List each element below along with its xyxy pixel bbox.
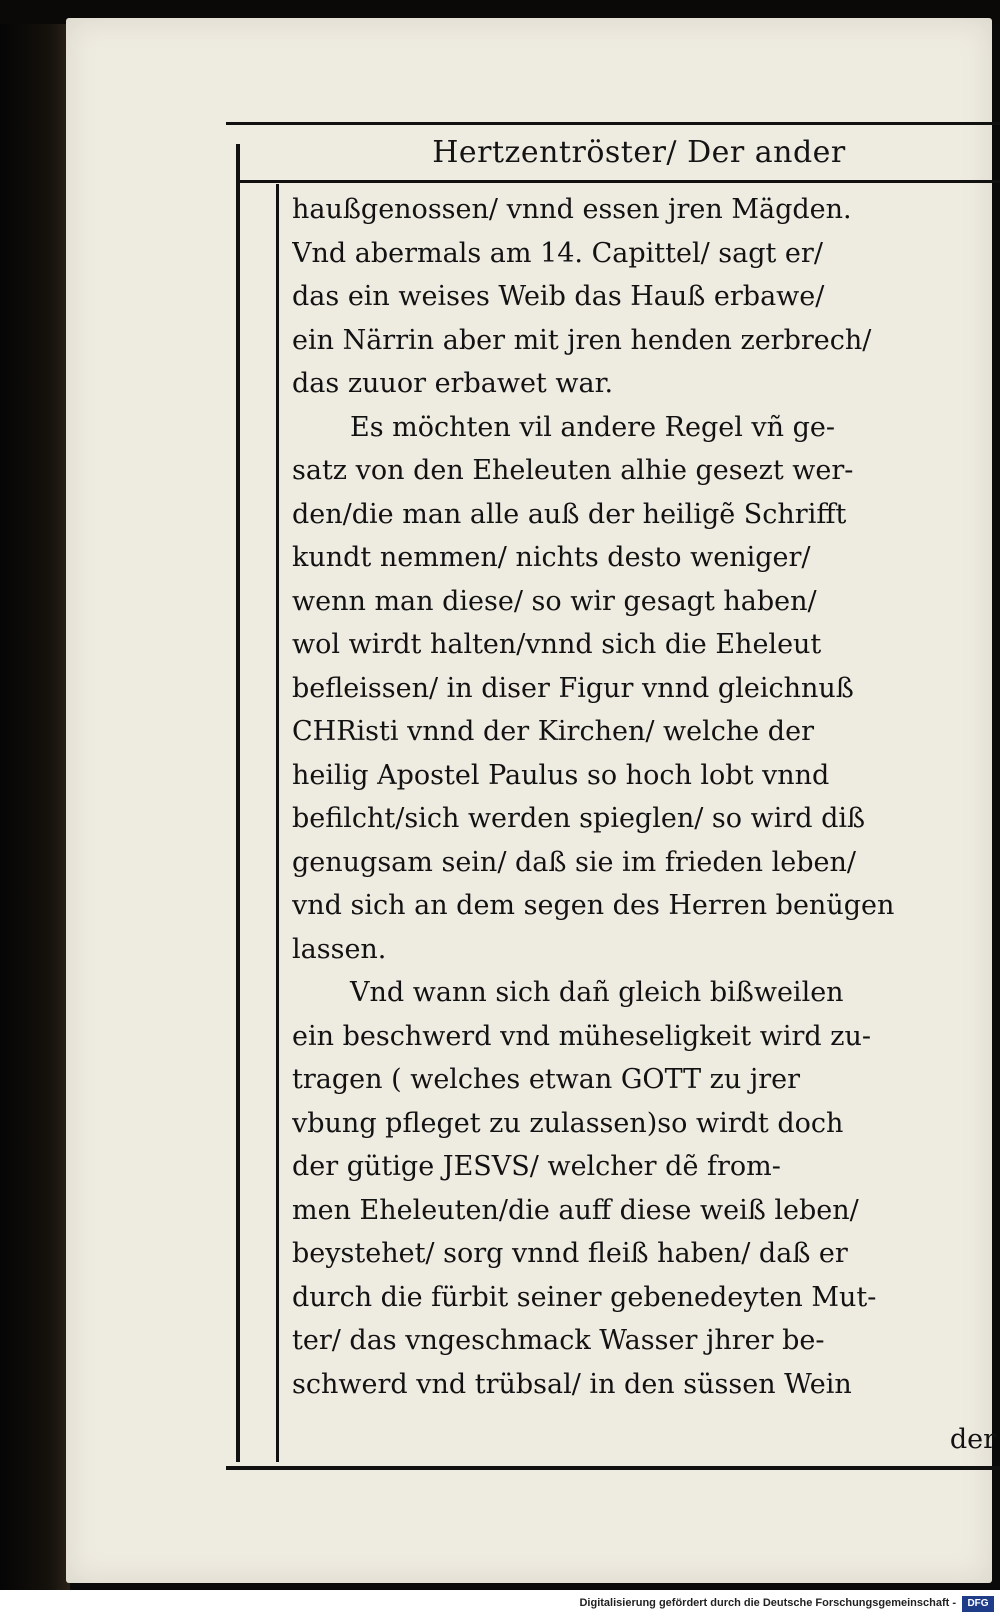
book-page bbox=[66, 18, 996, 1583]
text-line: Vnd abermals am 14. Capittel/ sagt er/ bbox=[292, 237, 823, 269]
dfg-logo: DFG bbox=[962, 1596, 994, 1612]
left-outer-rule bbox=[236, 144, 240, 1462]
text-line: das zuuor erbawet war. bbox=[292, 368, 614, 399]
digitization-footer bbox=[0, 1590, 1000, 1620]
text-line: befleissen/ in diser Figur vnnd gleichnuß bbox=[292, 672, 854, 704]
scan-dark-margin bbox=[0, 0, 70, 1620]
text-line: satz von den Eheleuten alhie gesezt wer- bbox=[292, 455, 854, 486]
header-rule bbox=[238, 180, 1000, 183]
text-line: CHRisti vnnd der Kirchen/ welche der bbox=[292, 716, 814, 747]
text-line: haußgenossen/ vnnd essen jren Mägden. bbox=[292, 194, 852, 225]
text-line: vbung pfleget zu zulassen)so wirdt doch bbox=[292, 1107, 844, 1139]
text-line: befilcht/sich werden spieglen/ so wird diß bbox=[292, 803, 866, 834]
top-rule bbox=[226, 122, 1000, 125]
text-line: lassen. bbox=[292, 933, 387, 965]
text-frame bbox=[226, 122, 1000, 1470]
running-head: Hertzentröster/ Der ander bbox=[432, 135, 846, 170]
text-line: kundt nemmen/ nichts desto weniger/ bbox=[292, 542, 811, 573]
text-line: men Eheleuten/die auff diese weiß leben/ bbox=[292, 1194, 859, 1226]
left-inner-rule bbox=[276, 184, 279, 1462]
text-line: tragen ( welches etwan GOTT zu jrer bbox=[292, 1064, 801, 1095]
text-line: das ein weises Weib das Hauß erbawe/ bbox=[292, 281, 825, 312]
text-line: ein Närrin aber mit jren henden zerbrech/ bbox=[292, 324, 872, 356]
text-line: Vnd wann sich dañ gleich bißweilen bbox=[350, 977, 844, 1008]
text-line: schwerd vnd trübsal/ in den süssen Wein bbox=[292, 1368, 852, 1400]
bottom-rule bbox=[226, 1466, 1000, 1470]
text-line: beystehet/ sorg vnnd fleiß haben/ daß er bbox=[292, 1238, 848, 1269]
text-line: durch die fürbit seiner gebenedeyten Mut- bbox=[292, 1281, 877, 1313]
text-line: den/die man alle auß der heiligẽ Schrifft bbox=[292, 498, 847, 530]
text-line: ter/ das vngeschmack Wasser jhrer be- bbox=[292, 1325, 825, 1356]
text-line: heilig Apostel Paulus so hoch lobt vnnd bbox=[292, 759, 830, 791]
text-line: genugsam sein/ daß sie im frieden leben/ bbox=[292, 846, 856, 878]
text-line: vnd sich an dem segen des Herren benügen bbox=[292, 890, 895, 921]
text-line: Es möchten vil andere Regel vñ ge- bbox=[350, 411, 836, 443]
text-line: wenn man diese/ so wir gesagt haben/ bbox=[292, 585, 817, 617]
text-line: ein beschwerd vnd müheseligkeit wird zu- bbox=[292, 1020, 871, 1052]
text-line: der gütige JESVS/ welcher dẽ from- bbox=[292, 1151, 781, 1182]
funding-credit: Digitalisierung gefördert durch die Deutsche Forschungsgemeinschaft - bbox=[579, 1597, 956, 1609]
text-line: wol wirdt halten/vnnd sich die Eheleut bbox=[292, 629, 822, 660]
catchword: der bbox=[949, 1424, 996, 1455]
body-text bbox=[292, 188, 998, 1406]
